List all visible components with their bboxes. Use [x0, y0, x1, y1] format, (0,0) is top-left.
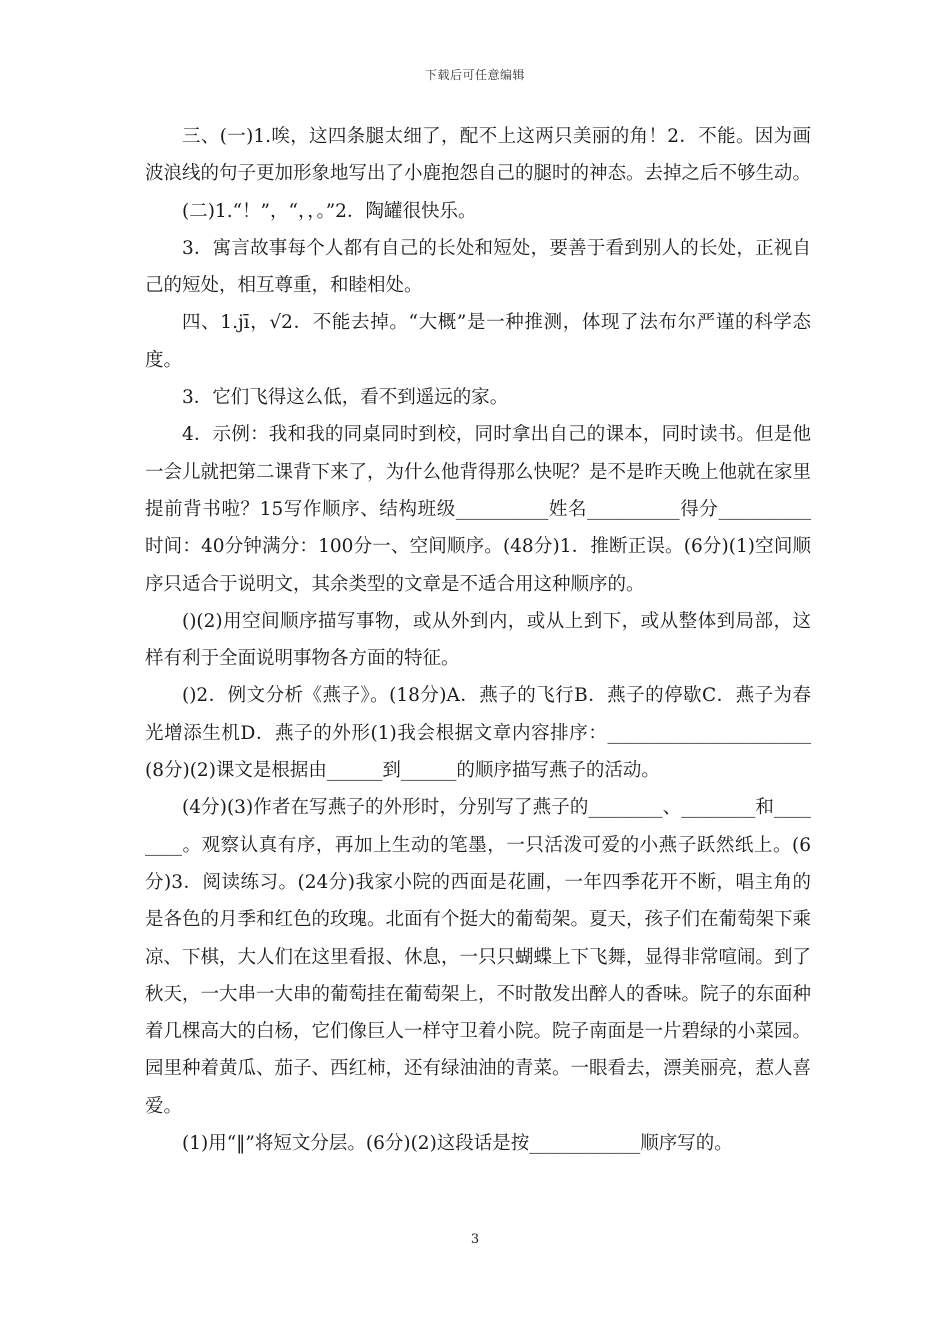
- answer-section-three-part-two: (二)1.“！”，“，，。”2．陶罐很快乐。: [182, 200, 477, 222]
- question-swallow-analysis: ()2．例文分析《燕子》。(18分)A．燕子的飞行B．燕子的停歇C．燕子为春光增添生机D．燕子的外形(1)我会根据文章内容排序：______________________(8分)(2)课文是根据由______到______的顺序描写燕子的活动。: [145, 685, 811, 782]
- page-number: 3: [470, 1232, 480, 1247]
- question-spatial-order: ()(2)用空间顺序描写事物，或从外到内，或从上到下，或从整体到局部，这样有利于全面说明事物各方面的特征。: [145, 610, 811, 670]
- answer-item-3-fable: 3．寓言故事每个人都有自己的长处和短处，要善于看到别人的长处，正视自己的短处，相互尊重，和睦相处。: [145, 237, 811, 297]
- page-header: 下载后可任意编辑: [424, 68, 525, 82]
- reading-passage: (4分)(3)作者在写燕子的外形时，分别写了燕子的________、________和________。观察认真有序，再加上生动的笔墨，一只活泼可爱的小燕子跃然纸上。(6分)3．阅读练习。(24分)我家小院的西面是花圃，一年四季花开不断，唱主角的是各色的月季和红色的玫瑰。北面有个挺大的葡萄架。夏天，孩子们在葡萄架下乘凉、下棋，大人们在这里看报、休息，一只只蝴蝶上下飞舞，显得非常喧闹。到了秋天，一大串一大串的葡萄挂在葡萄架上，不时散发出醉人的香味。院子的东面种着几棵高大的白杨，它们像巨人一样守卫着小院。院子南面是一片碧绿的小菜园。园里种着黄瓜、茄子、西红柿，还有绿油油的青菜。一眼看去，漂美丽亮，惹人喜爱。: [145, 797, 812, 1117]
- answer-item-3-birds: 3．它们飞得这么低，看不到遥远的家。: [182, 387, 509, 409]
- reading-questions: (1)用“‖”将短文分层。(6分)(2)这段话是按____________顺序写的。: [182, 1133, 733, 1155]
- document-body: [145, 118, 811, 1162]
- answer-section-three: 三、(一)1.唉，这四条腿太细了，配不上这两只美丽的角！2．不能。因为画波浪线的句子更加形象地写出了小鹿抱怨自己的腿时的神态。去掉之后不够生动。: [145, 126, 812, 185]
- answer-section-four: 四、1.jī，√2．不能去掉。“大概”是一种推测，体现了法布尔严谨的科学态度。: [145, 312, 811, 371]
- answer-item-4-example: 4．示例：我和我的同桌同时到校，同时拿出自己的课本，同时读书。但是他一会儿就把第二课背下来了，为什么他背得那么快呢？是不是昨天晚上他就在家里提前背书啦？15写作顺序、结构班级__________姓名__________得分__________时间：40分钟满分：100分一、空间顺序。(48分)1．推断正误。(6分)(1)空间顺序只适合于说明文，其余类型的文章是不适合用这种顺序的。: [145, 424, 812, 595]
